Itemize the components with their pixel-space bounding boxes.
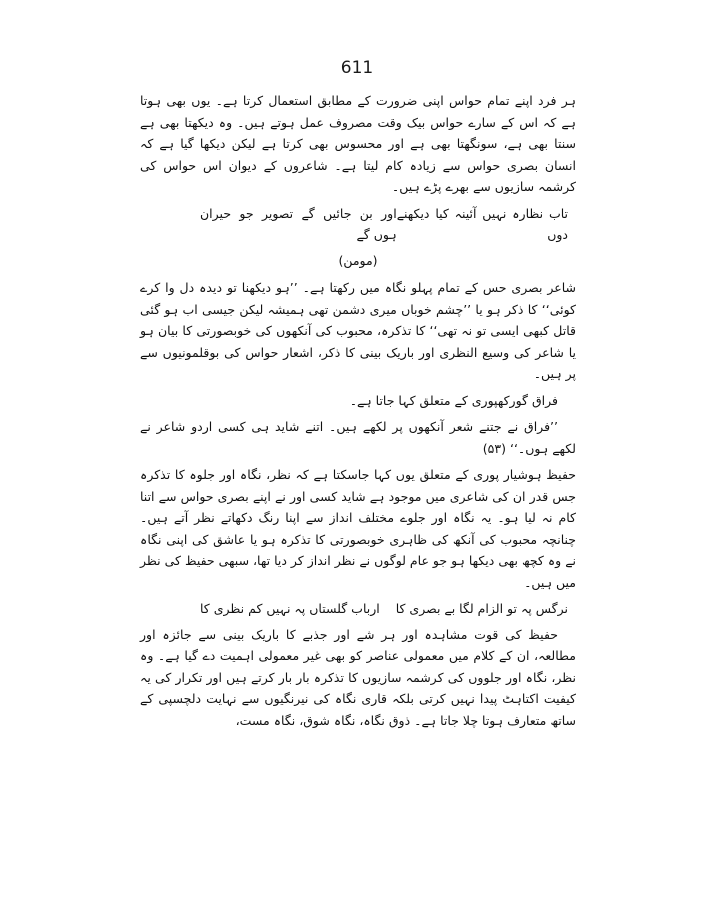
quotation-text: ’’فراق نے جتنے شعر آنکھوں پر لکھے ہیں۔ اتنے شاید ہی کسی اردو شاعر نے لکھے ہوں۔‘‘: [140, 419, 576, 456]
verse-line-2: ارباب گلستاں پہ نہیں کم نظری کا: [200, 601, 380, 616]
paragraph-hafeez-observation: حفیظ کی قوت مشاہدہ اور ہر شے اور جذبے کا باریک بینی سے جائزہ اور مطالعہ، ان کے کلام میں معمولی عناصر کو بھی غیر معمولی اہمیت دے گیا ہے۔ وہ نظر، نگاہ اور جلووں کی کرشمہ سازیوں کا تذکرہ بار بار کرتے ہیں اور تکرار کی یہ کیفیت اکتاہٹ پیدا نہیں کرتی بلکہ قاری نگاہ کی نیرنگیوں سے نہایت دلچسپی کے ساتھ متعارف ہوتا چلا جاتا ہے۔ ذوق نگاہ، نگاہ شوق، نگاہ مست،: [140, 626, 576, 728]
paragraph-hafeez: حفیظ ہوشیار پوری کے متعلق یوں کہا جاسکتا ہے کہ نظر، نگاہ اور جلوہ کا تذکرہ جس قدر ان کی شاعری میں موجود ہے شاید کسی اور نے اپنے بصری حواس سے اتنا کام نہ لیا ہو۔ یہ نگاہ اور جلوے مختلف انداز سے اپنا رنگ دکھاتے نظر آتے ہیں۔ چنانچہ محبوب کی آنکھ کی ظاہری خوبصورتی کا تذکرہ ہو یا عاشق کی اپنی نگاہ نے وہ کچھ بھی دیکھا ہو جو عام لوگوں نے نظر انداز کر دیا تھا، سبھی حفیظ کی نظر میں ہیں۔: [140, 467, 576, 590]
verse-couplet-momin: [140, 203, 576, 246]
poet-attribution: (مومن): [338, 252, 378, 268]
verse-line-1: تاب نظارہ نہیں آئینہ کیا دیکھنے دوں: [396, 205, 568, 242]
verse-line-2: اور بن جائیں گے تصویر جو حیران ہوں گے: [200, 205, 397, 242]
paragraph-firaq-intro: فراق گورکھپوری کے متعلق کہا جاتا ہے۔: [349, 392, 558, 408]
quotation-firaq: [140, 416, 576, 459]
page-body: [140, 90, 576, 736]
paragraph-senses: ہر فرد اپنے تمام حواس اپنی ضرورت کے مطابق استعمال کرتا ہے۔ یوں بھی ہوتا ہے کہ اس کے سارے حواس بیک وقت مصروف عمل ہوتے ہیں۔ وہ دیکھتا بھی ہے سنتا بھی ہے، سونگھتا بھی ہے اور محسوس بھی کرتا ہے لیکن دیکھا گیا ہے کہ انسان بصری حواس سے زیادہ کام لیتا ہے۔ شاعروں کے دیوان اس حواس کی کرشمہ سازیوں سے بھرے پڑے ہیں۔: [140, 93, 576, 194]
verse-couplet-hafeez: [140, 598, 576, 620]
page-number: 611: [340, 58, 374, 78]
paragraph-visual-sense: شاعر بصری حس کے تمام پہلو نگاہ میں رکھتا ہے۔ ’’ہو دیکھنا تو دیدہ دل وا کرے کوئی‘‘ کا ذکر ہو یا ’’چشم خوباں میری دشمن تھی ہمیشہ لیکن جیسی اب ہو گئی قاتل کبھی ایسی تو نہ تھی‘‘ کا تذکرہ، محبوب کی آنکھوں کی خوبصورتی کا بیان ہو یا شاعر کی وسیع النظری اور باریک بینی کا ذکر، اشعار حواس کی بوقلمونیوں سے پر ہیں۔: [140, 280, 576, 381]
footnote-reference: (۵۳): [482, 440, 506, 456]
verse-line-1: نرگس پہ تو الزام لگا بے بصری کا: [395, 601, 568, 616]
